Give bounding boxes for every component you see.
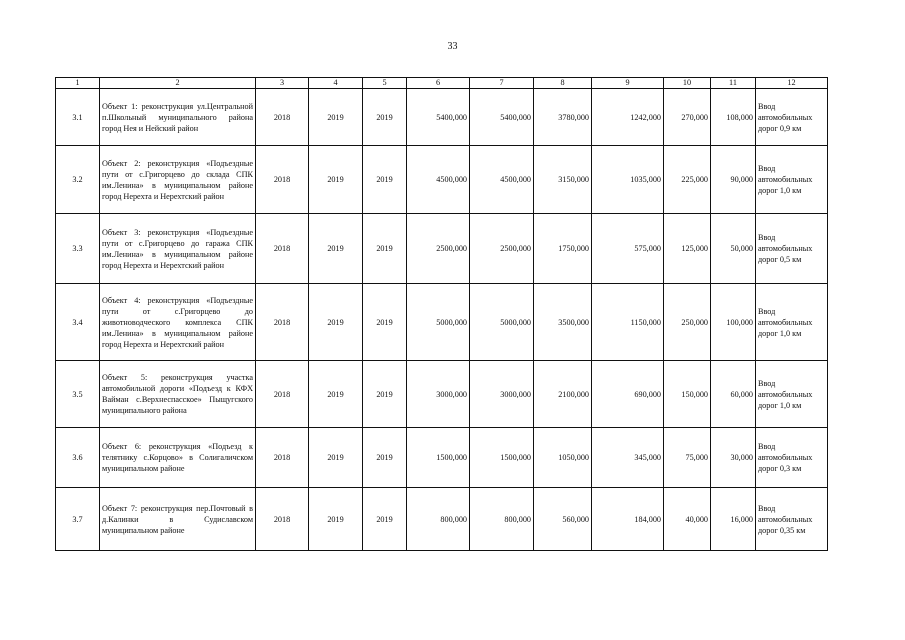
start-year-cell: 2018: [256, 428, 309, 488]
funding-total-cell: 800,000: [470, 488, 534, 551]
funding-total-cell: 5000,000: [470, 284, 534, 361]
total-cost-cell: 2500,000: [407, 214, 470, 284]
total-cost-cell: 1500,000: [407, 428, 470, 488]
end-year-cell: 2019: [309, 214, 363, 284]
column-header: 4: [309, 78, 363, 89]
row-number-cell: 3.4: [56, 284, 100, 361]
object-description-cell: Объект 7: реконструкция пер.Почтовый в д.Калинки в Судиславском муниципальном районе: [100, 488, 256, 551]
start-year-cell: 2018: [256, 361, 309, 428]
start-year-cell: 2018: [256, 89, 309, 146]
program-table: [55, 77, 828, 551]
row-number-cell: 3.3: [56, 214, 100, 284]
column-header: 3: [256, 78, 309, 89]
object-description-cell: Объект 5: реконструкция участка автомобильной дороги «Подъезд к КФХ Вайман с.Верхнеспасское» Пыщугского муниципального района: [100, 361, 256, 428]
total-cost-cell: 3000,000: [407, 361, 470, 428]
regional-funds-cell: 1150,000: [592, 284, 664, 361]
other-funds-cell: 100,000: [711, 284, 756, 361]
column-header: 12: [756, 78, 828, 89]
completion-year-cell: 2019: [363, 89, 407, 146]
column-header: 10: [664, 78, 711, 89]
table-row: [56, 89, 828, 146]
start-year-cell: 2018: [256, 146, 309, 214]
column-header: 11: [711, 78, 756, 89]
regional-funds-cell: 690,000: [592, 361, 664, 428]
column-header: 1: [56, 78, 100, 89]
federal-funds-cell: 1050,000: [534, 428, 592, 488]
object-description-cell: Объект 3: реконструкция «Подъездные пути от с.Григорцево до гаража СПК им.Ленина» в муниципальном районе город Нерехта и Нерехтский район: [100, 214, 256, 284]
funding-total-cell: 1500,000: [470, 428, 534, 488]
local-funds-cell: 270,000: [664, 89, 711, 146]
column-header: 7: [470, 78, 534, 89]
other-funds-cell: 16,000: [711, 488, 756, 551]
local-funds-cell: 40,000: [664, 488, 711, 551]
end-year-cell: 2019: [309, 146, 363, 214]
total-cost-cell: 4500,000: [407, 146, 470, 214]
federal-funds-cell: 1750,000: [534, 214, 592, 284]
other-funds-cell: 50,000: [711, 214, 756, 284]
completion-year-cell: 2019: [363, 488, 407, 551]
row-number-cell: 3.6: [56, 428, 100, 488]
local-funds-cell: 225,000: [664, 146, 711, 214]
column-number-row: [56, 78, 828, 89]
local-funds-cell: 125,000: [664, 214, 711, 284]
table-row: [56, 146, 828, 214]
federal-funds-cell: 3150,000: [534, 146, 592, 214]
completion-year-cell: 2019: [363, 146, 407, 214]
start-year-cell: 2018: [256, 284, 309, 361]
other-funds-cell: 60,000: [711, 361, 756, 428]
expected-result-cell: Ввод автомобильных дорог 1,0 км: [756, 284, 828, 361]
start-year-cell: 2018: [256, 488, 309, 551]
end-year-cell: 2019: [309, 488, 363, 551]
end-year-cell: 2019: [309, 284, 363, 361]
regional-funds-cell: 1242,000: [592, 89, 664, 146]
federal-funds-cell: 3500,000: [534, 284, 592, 361]
funding-total-cell: 5400,000: [470, 89, 534, 146]
table-row: [56, 214, 828, 284]
row-number-cell: 3.2: [56, 146, 100, 214]
total-cost-cell: 5000,000: [407, 284, 470, 361]
local-funds-cell: 150,000: [664, 361, 711, 428]
expected-result-cell: Ввод автомобильных дорог 1,0 км: [756, 361, 828, 428]
object-description-cell: Объект 6: реконструкция «Подъезд к телятнику с.Корцово» в Солигаличском муниципальном районе: [100, 428, 256, 488]
completion-year-cell: 2019: [363, 428, 407, 488]
expected-result-cell: Ввод автомобильных дорог 0,9 км: [756, 89, 828, 146]
expected-result-cell: Ввод автомобильных дорог 0,5 км: [756, 214, 828, 284]
total-cost-cell: 5400,000: [407, 89, 470, 146]
table-row: [56, 361, 828, 428]
total-cost-cell: 800,000: [407, 488, 470, 551]
other-funds-cell: 30,000: [711, 428, 756, 488]
expected-result-cell: Ввод автомобильных дорог 1,0 км: [756, 146, 828, 214]
local-funds-cell: 250,000: [664, 284, 711, 361]
federal-funds-cell: 2100,000: [534, 361, 592, 428]
object-description-cell: Объект 2: реконструкция «Подъездные пути от с.Григорцево до склада СПК им.Ленина» в муниципальном районе город Нерехта и Нерехтский район: [100, 146, 256, 214]
expected-result-cell: Ввод автомобильных дорог 0,35 км: [756, 488, 828, 551]
end-year-cell: 2019: [309, 89, 363, 146]
expected-result-cell: Ввод автомобильных дорог 0,3 км: [756, 428, 828, 488]
page-number: 33: [447, 41, 458, 52]
column-header: 6: [407, 78, 470, 89]
regional-funds-cell: 184,000: [592, 488, 664, 551]
start-year-cell: 2018: [256, 214, 309, 284]
completion-year-cell: 2019: [363, 284, 407, 361]
regional-funds-cell: 575,000: [592, 214, 664, 284]
regional-funds-cell: 1035,000: [592, 146, 664, 214]
completion-year-cell: 2019: [363, 214, 407, 284]
end-year-cell: 2019: [309, 361, 363, 428]
funding-total-cell: 4500,000: [470, 146, 534, 214]
federal-funds-cell: 3780,000: [534, 89, 592, 146]
row-number-cell: 3.7: [56, 488, 100, 551]
end-year-cell: 2019: [309, 428, 363, 488]
other-funds-cell: 90,000: [711, 146, 756, 214]
table-row: [56, 284, 828, 361]
column-header: 8: [534, 78, 592, 89]
column-header: 9: [592, 78, 664, 89]
column-header: 5: [363, 78, 407, 89]
regional-funds-cell: 345,000: [592, 428, 664, 488]
column-header: 2: [100, 78, 256, 89]
table-row: [56, 488, 828, 551]
table-body: [56, 89, 828, 551]
federal-funds-cell: 560,000: [534, 488, 592, 551]
row-number-cell: 3.1: [56, 89, 100, 146]
funding-total-cell: 3000,000: [470, 361, 534, 428]
completion-year-cell: 2019: [363, 361, 407, 428]
other-funds-cell: 108,000: [711, 89, 756, 146]
object-description-cell: Объект 1: реконструкция ул.Центральной п.Школьный муниципального района город Нея и Нейский район: [100, 89, 256, 146]
local-funds-cell: 75,000: [664, 428, 711, 488]
object-description-cell: Объект 4: реконструкция «Подъездные пути от с.Григорцево до животноводческого комплекса СПК им.Ленина» в муниципальном районе город Нерехта и Нерехтский район: [100, 284, 256, 361]
row-number-cell: 3.5: [56, 361, 100, 428]
table-row: [56, 428, 828, 488]
funding-total-cell: 2500,000: [470, 214, 534, 284]
